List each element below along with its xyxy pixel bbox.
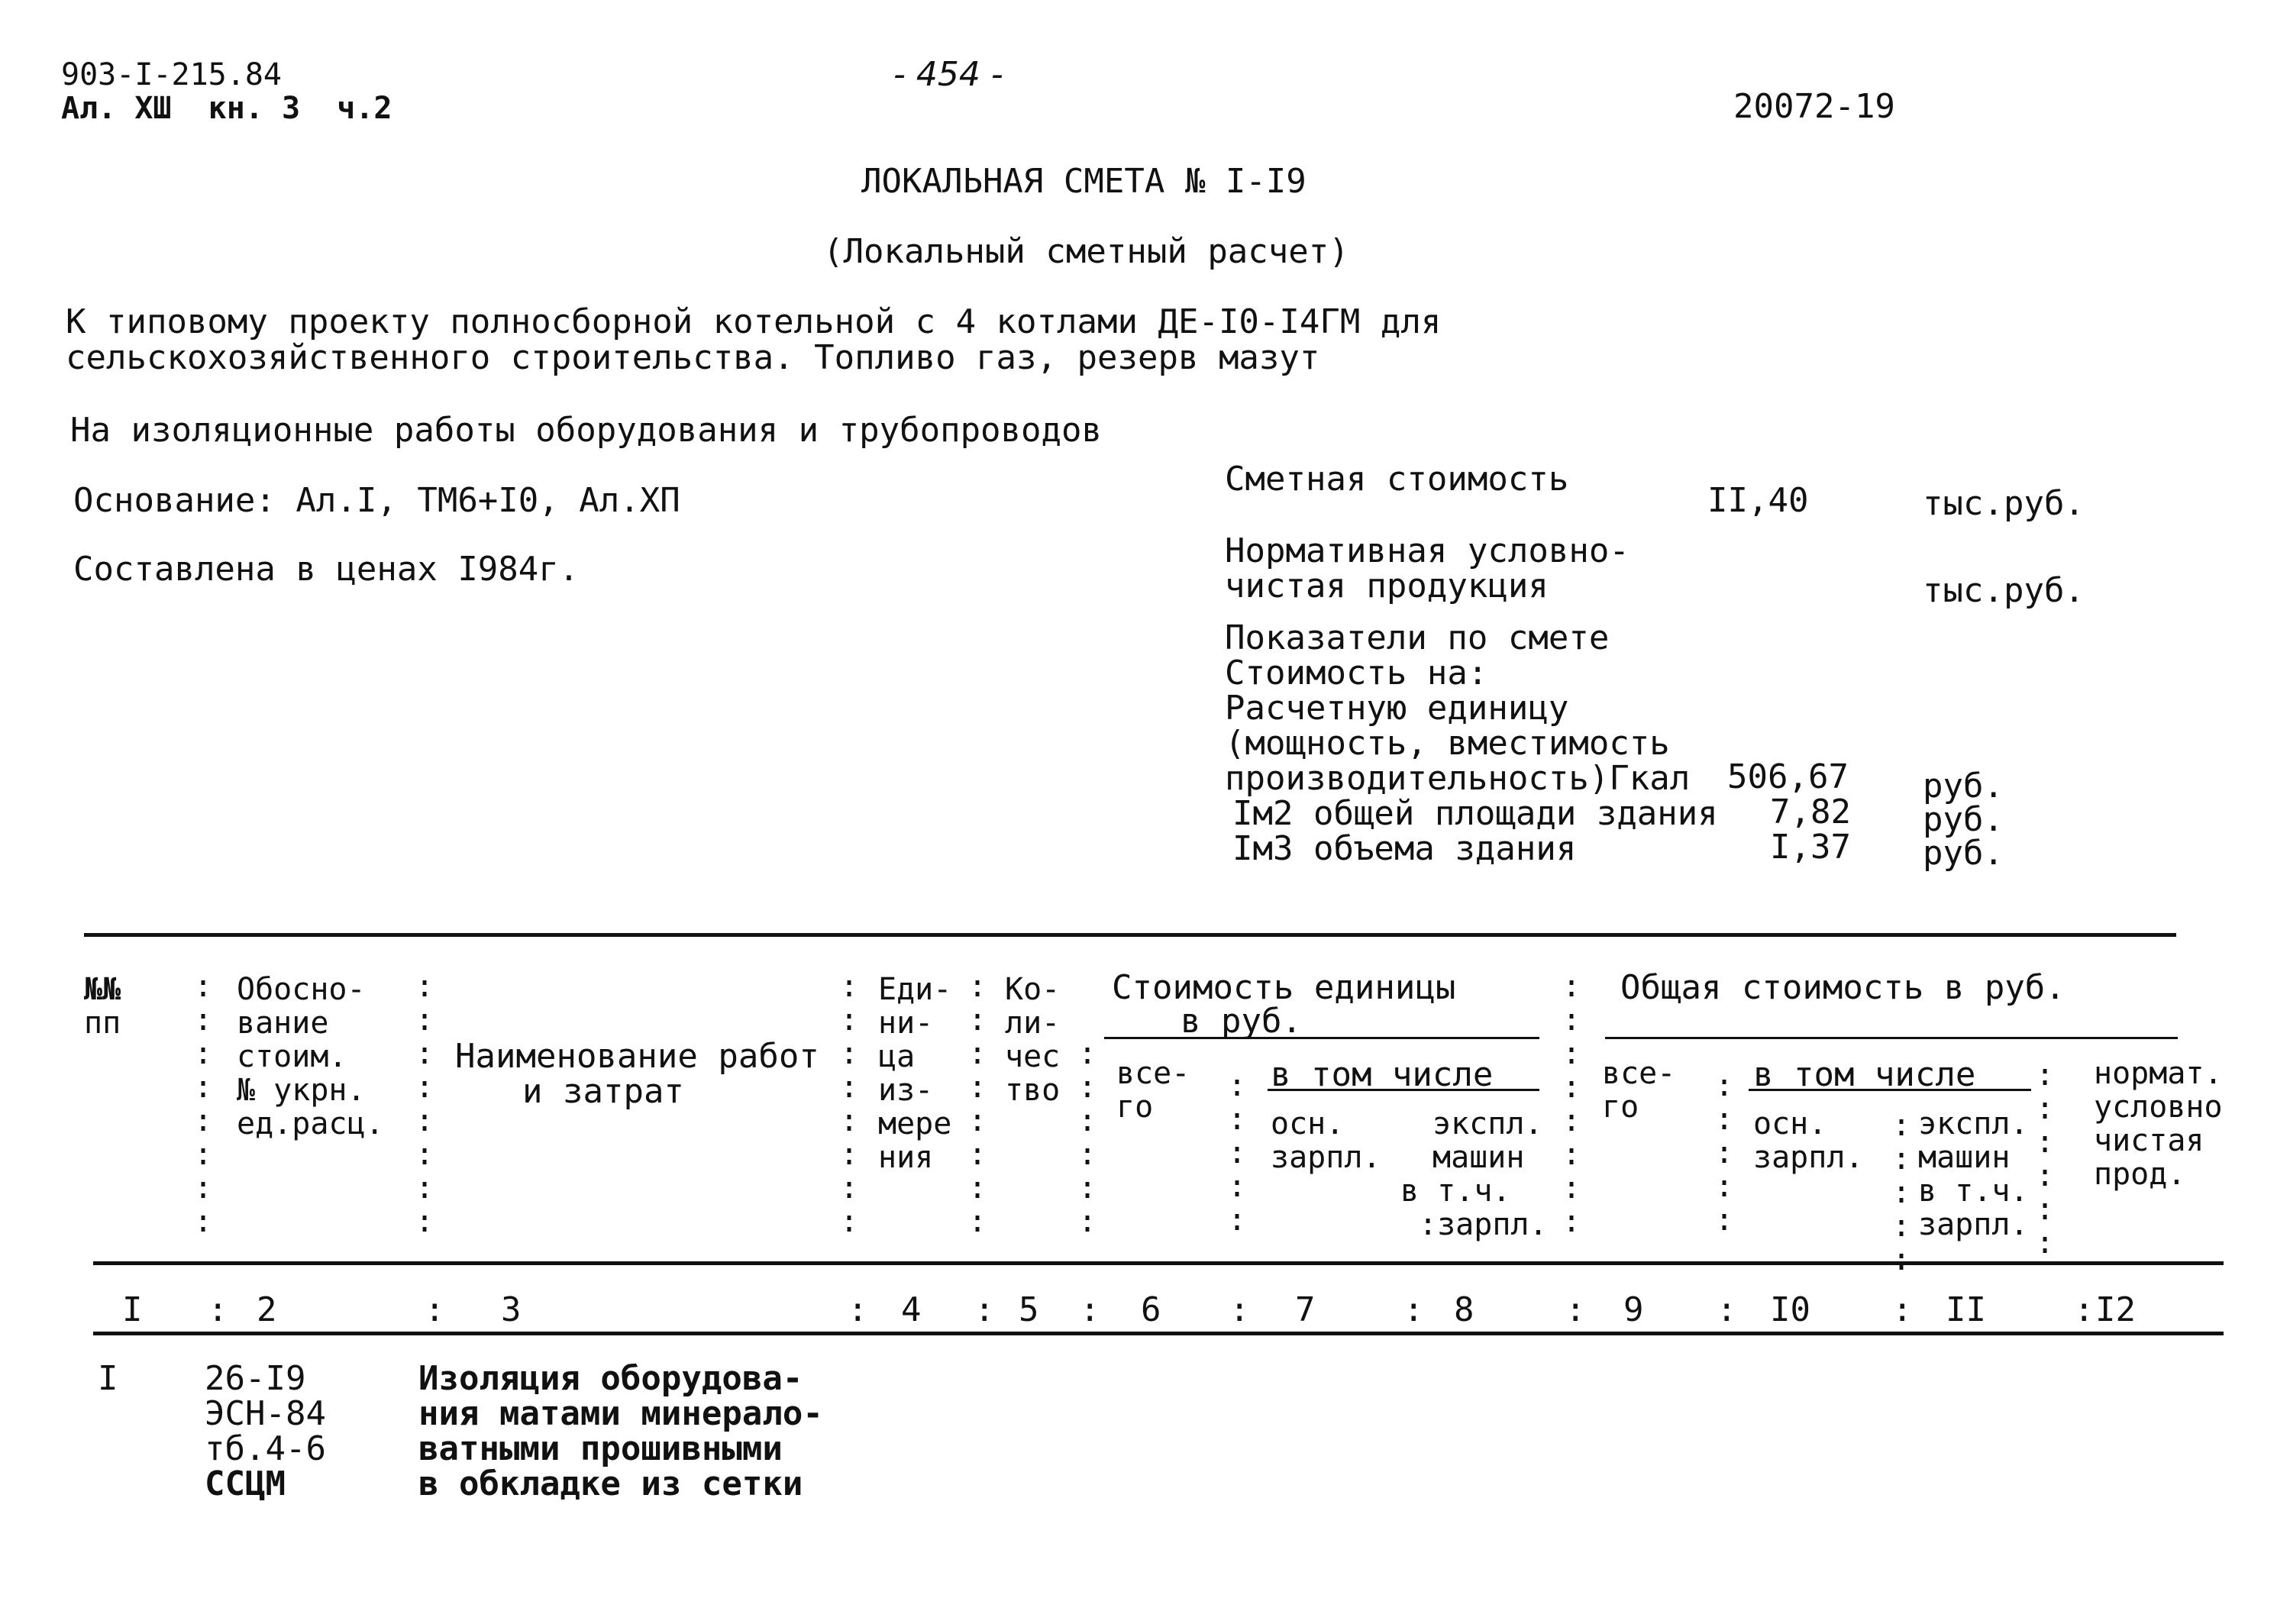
col-number-8: 8	[1454, 1290, 1474, 1329]
row-basis-line3: тб.4-6	[205, 1429, 326, 1468]
header-unit-cost-line2: в руб.	[1181, 1002, 1302, 1041]
row-basis-line1: 26-I9	[205, 1359, 306, 1398]
unit-cost-underline	[1104, 1037, 1539, 1039]
header-basis-line1: Обосно-	[237, 972, 366, 1007]
header-unit-including: в том числе	[1271, 1055, 1494, 1094]
estimated-cost-unit: тыс.руб.	[1923, 484, 2085, 523]
net-product-unit: тыс.руб.	[1923, 571, 2085, 610]
header-unit-wage-line2: зарпл.	[1271, 1140, 1381, 1175]
header-basis-line5: ед.расц.	[237, 1106, 384, 1141]
column-numbers-rule	[93, 1332, 2224, 1335]
col-separator-5: : : : : : :	[1078, 1036, 1097, 1239]
col-number-9: 9	[1623, 1290, 1644, 1329]
col-number-10: I0	[1770, 1290, 1810, 1329]
col-separator-10: : : : : : :	[2036, 1057, 2055, 1261]
header-unit-cost-line1: Стоимость единицы	[1112, 968, 1456, 1007]
header-total-machines-line3: в т.ч.	[1918, 1174, 2029, 1209]
header-qty-line2: ли-	[1005, 1006, 1061, 1041]
col-number-1: I	[122, 1290, 143, 1329]
header-unit-total-line2: го	[1116, 1090, 1154, 1125]
col-number-sep: :	[974, 1290, 995, 1329]
header-basis-line3: стоим.	[237, 1039, 347, 1074]
header-norm-line2: условно	[2094, 1090, 2223, 1125]
col-number-6: 6	[1141, 1290, 1161, 1329]
per-m3-unit: руб.	[1923, 834, 2004, 873]
header-unit-machines-line1: экспл.	[1432, 1106, 1543, 1141]
col-number-4: 4	[901, 1290, 922, 1329]
header-norm-line4: прод.	[2094, 1157, 2186, 1192]
col-separator-8: : : : : :	[1715, 1068, 1734, 1238]
header-norm-line3: чистая	[2094, 1123, 2204, 1158]
col-number-sep: :	[425, 1290, 445, 1329]
header-total-machines-line2: машин	[1918, 1140, 2011, 1175]
per-unit-label: производительность)Гкал	[1225, 759, 1691, 798]
col-number-12: I2	[2095, 1290, 2136, 1329]
header-unit-wage-line1: осн.	[1271, 1106, 1345, 1141]
header-unit-machines-line4: :зарпл.	[1419, 1207, 1548, 1242]
row-name-line3: ватными прошивными	[418, 1429, 783, 1468]
estimated-cost-value: II,40	[1707, 481, 1809, 520]
per-m3-label: Iм3 объема здания	[1232, 829, 1577, 868]
header-total-wage-line2: зарпл.	[1753, 1140, 1864, 1175]
estimated-cost-label: Сметная стоимость	[1225, 460, 1569, 499]
col-separator-4: : : : : : : : :	[968, 969, 987, 1239]
album-line: Ал. ХШ кн. 3 ч.2	[61, 91, 392, 126]
page-number: - 454 -	[893, 55, 1003, 94]
indicators-line4: (мощность, вместимость	[1225, 724, 1670, 763]
table-top-rule	[84, 933, 2176, 937]
header-unit-line1: Еди-	[878, 972, 952, 1007]
document-number: 20072-19	[1733, 87, 1895, 126]
header-qty-line3: чес	[1005, 1039, 1061, 1074]
header-total-machines-line1: экспл.	[1918, 1106, 2029, 1141]
work-description: На изоляционные работы оборудования и трубопроводов	[70, 411, 1103, 450]
header-unit-line4: из-	[878, 1073, 934, 1108]
header-qty-line1: Ко-	[1005, 972, 1061, 1007]
col-number-7: 7	[1295, 1290, 1316, 1329]
header-qty-line4: тво	[1005, 1073, 1061, 1108]
header-no-line2: пп	[84, 1006, 121, 1041]
header-basis-line4: № укрн.	[237, 1073, 366, 1108]
header-total-machines-line4: зарпл.	[1918, 1207, 2029, 1242]
col-number-sep: :	[1229, 1290, 1250, 1329]
row-basis-line2: ЭСН-84	[205, 1394, 326, 1433]
col-number-sep: :	[848, 1290, 868, 1329]
col-number-sep: :	[1080, 1290, 1100, 1329]
row-name-line1: Изоляция оборудова-	[418, 1359, 803, 1398]
header-unit-machines-line3: в т.ч.	[1400, 1174, 1511, 1209]
col-number-11: II	[1946, 1290, 1986, 1329]
indicators-line1: Показатели по смете	[1225, 618, 1610, 657]
col-separator-2: : : : : : : : :	[415, 969, 434, 1239]
col-number-2: 2	[257, 1290, 277, 1329]
header-norm-line1: нормат.	[2094, 1056, 2223, 1091]
header-no-line1: №№	[84, 972, 121, 1007]
header-unit-line3: ца	[878, 1039, 916, 1074]
col-number-sep: :	[1892, 1290, 1913, 1329]
col-separator-9: : : : : :	[1892, 1108, 1911, 1277]
header-total-including: в том числе	[1753, 1055, 1976, 1094]
estimate-title: ЛОКАЛЬНАЯ СМЕТА № I-I9	[861, 162, 1306, 201]
indicators-line2: Стоимость на:	[1225, 654, 1488, 693]
per-unit-value: 506,67	[1727, 757, 1849, 796]
project-code: 903-I-215.84	[61, 57, 282, 92]
header-unit-line5: мере	[878, 1106, 952, 1141]
col-number-3: 3	[501, 1290, 522, 1329]
header-total-total-line1: все-	[1602, 1056, 1676, 1091]
per-m2-value: 7,82	[1770, 793, 1851, 831]
col-number-sep: :	[2074, 1290, 2095, 1329]
col-number-sep: :	[1565, 1290, 1586, 1329]
header-unit-total-line1: все-	[1116, 1056, 1190, 1091]
project-description-line2: сельскохозяйственного строительства. Топливо газ, резерв мазут	[66, 338, 1320, 377]
row-name-line2: ния матами минерало-	[418, 1394, 823, 1433]
header-name-line1: Наименование работ	[455, 1037, 819, 1076]
project-description-line1: К типовому проекту полносборной котельной с 4 котлами ДЕ-I0-I4ГМ для	[66, 302, 1442, 341]
per-m2-unit: руб.	[1923, 800, 2004, 839]
total-cost-underline	[1605, 1037, 2178, 1039]
row-number: I	[98, 1359, 118, 1398]
header-total-wage-line1: осн.	[1753, 1106, 1827, 1141]
net-product-label-2: чистая продукция	[1225, 567, 1549, 605]
col-number-5: 5	[1019, 1290, 1039, 1329]
per-m3-value: I,37	[1770, 828, 1851, 867]
per-unit-unit: руб.	[1923, 767, 2004, 806]
col-separator-6: : : : : :	[1228, 1068, 1247, 1238]
net-product-label-1: Нормативная условно-	[1225, 531, 1629, 570]
header-unit-line2: ни-	[878, 1006, 934, 1041]
col-separator-1: : : : : : : : :	[194, 969, 213, 1239]
header-total-total-line2: го	[1602, 1090, 1639, 1125]
header-unit-machines-line2: машин	[1432, 1140, 1525, 1175]
header-basis-line2: вание	[237, 1006, 329, 1041]
row-basis-line4: ССЦМ	[205, 1464, 286, 1503]
col-number-sep: :	[1403, 1290, 1424, 1329]
header-unit-line6: ния	[878, 1140, 934, 1175]
col-number-sep: :	[208, 1290, 228, 1329]
col-number-sep: :	[1717, 1290, 1737, 1329]
col-separator-7: : : : : : : : :	[1562, 969, 1581, 1239]
estimate-subtitle: (Локальный сметный расчет)	[823, 232, 1349, 271]
indicators-line3: Расчетную единицу	[1225, 689, 1569, 728]
row-name-line4: в обкладке из сетки	[418, 1464, 803, 1503]
per-m2-label: Iм2 общей площади здания	[1232, 794, 1718, 833]
prices-line: Составлена в ценах I984г.	[73, 550, 580, 589]
basis-line: Основание: Ал.I, ТМ6+I0, Ал.ХП	[73, 481, 680, 520]
col-separator-3: : : : : : : : :	[840, 969, 859, 1239]
header-total-cost: Общая стоимость в руб.	[1620, 968, 2066, 1007]
header-name-line2: и затрат	[522, 1072, 684, 1111]
